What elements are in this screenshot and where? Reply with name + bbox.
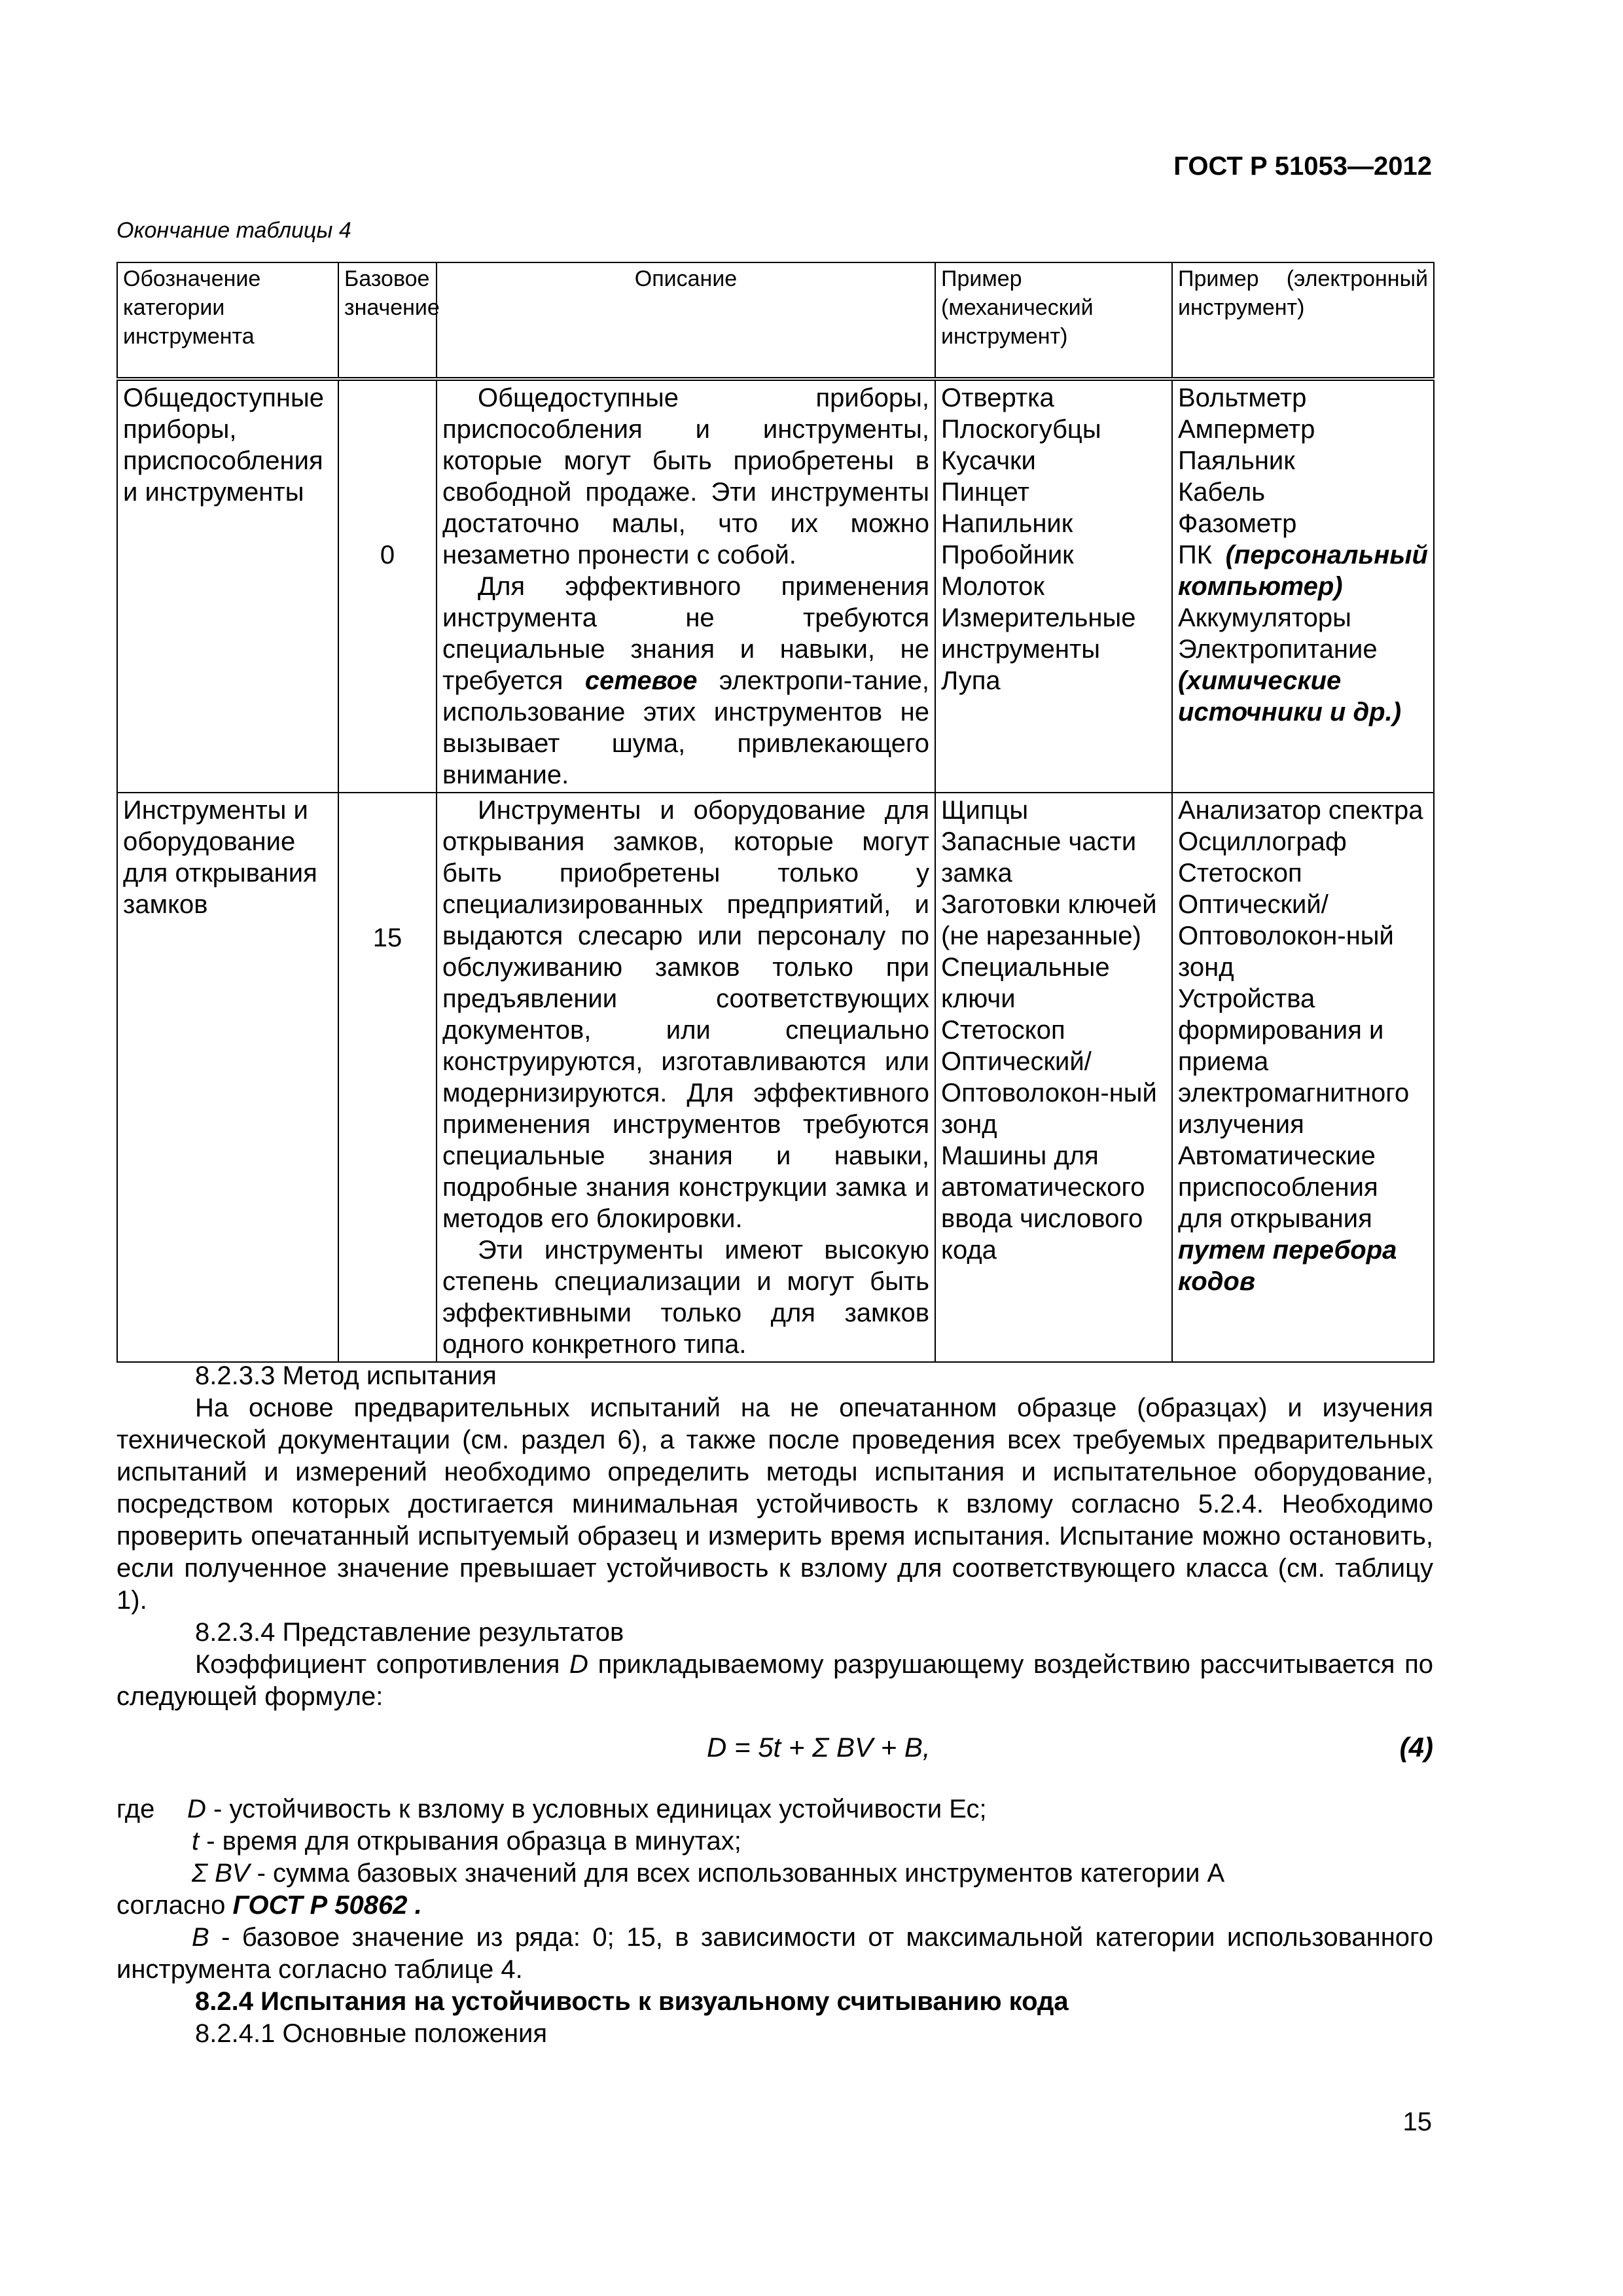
list-item: Щипцы xyxy=(941,796,1029,825)
list-item: Аккумуляторы xyxy=(1178,603,1351,632)
table-caption: Окончание таблицы 4 xyxy=(116,218,351,243)
page-number: 15 xyxy=(1402,2108,1432,2136)
list-item: Анализатор спектра xyxy=(1178,796,1423,825)
list-item: Заготовки ключей (не нарезанные) xyxy=(941,890,1157,950)
list-item: Паяльник xyxy=(1178,446,1295,475)
section-paragraph: На основе предварительных испытаний на не опечатанном образце (образцах) и изучения технической документации (см. раздел 6), а также после проведения всех требуемых предварительных испытаний и измерений необходимо определить методы испытания и испытательное оборудование, посредством которых достигается минимальная устойчивость к взлому согласно 5.2.4. Необходимо проверить опечатанный испытуемый образец и измерить время испытания. Испытание можно остановить, если полученное значение превышает устойчивость к взлому для соответствующего класса (см. таблицу 1). xyxy=(116,1393,1433,1615)
where-text: - время для открывания образца в минутах; xyxy=(199,1827,741,1856)
base-value-cell xyxy=(338,793,437,1362)
description-paragraph: Инструменты и оборудование для открывания замков, которые могут быть приобретены только у специализированных предприятий, и выдаются слесарю или персоналу по обслуживанию замков только при предъявлении соответствующих документов, или специально конструируются, изготавливаются или модернизируются. Для эффективного применения инструментов требуются специальные знания и навыки, подробные знания конструкции замка и методов его блокировки. xyxy=(442,796,929,1233)
where-block xyxy=(116,1793,1433,2050)
paragraph-text: Коэффициент сопротивления xyxy=(195,1650,570,1679)
description-paragraph: Эти инструменты имеют высокую степень специализации и могут быть эффективными только для замков одного конкретного типа. xyxy=(442,1236,929,1359)
table-row xyxy=(117,379,1434,793)
where-line xyxy=(116,1890,1433,1922)
category-cell: Общедоступные приборы, приспособления и инструменты xyxy=(117,379,338,793)
section-8233 xyxy=(116,1360,1433,1713)
table-row xyxy=(117,793,1434,1362)
variable: t xyxy=(192,1827,200,1856)
list-item: Специальные ключи xyxy=(941,953,1110,1013)
where-text: - устойчивость к взлому в условных единицах устойчивости Ес; xyxy=(205,1795,987,1823)
mech-example-cell xyxy=(935,379,1172,793)
category-cell: Инструменты и оборудование для открывания замков xyxy=(117,793,338,1362)
where-line xyxy=(116,1922,1433,1986)
variable: B xyxy=(192,1923,209,1952)
list-item: Электропитание xyxy=(1178,635,1378,664)
list-item: Запасные части замка xyxy=(941,827,1137,888)
description-paragraph xyxy=(442,571,929,791)
col-header-elec-example: Пример (электронный инструмент) xyxy=(1172,262,1434,379)
where-line xyxy=(116,1825,1433,1857)
list-item: Стетоскоп Оптический/ Оптоволокон-ный зонд xyxy=(941,1016,1157,1139)
list-item: Пробойник xyxy=(941,541,1074,569)
formula: D = 5t + Σ BV + B, xyxy=(707,1732,931,1763)
list-item: Кабель xyxy=(1178,478,1266,507)
col-header-mech-example: Пример (механический инструмент) xyxy=(935,262,1172,379)
description-paragraph: Общедоступные приборы, приспособления и инструменты, которые могут быть приобретены в свободной продаже. Эти инструменты достаточно малы, что их можно незаметно пронести с собой. xyxy=(442,384,929,569)
document-id: ГОСТ Р 51053—2012 xyxy=(1173,152,1432,181)
list-item-emphasis: (персональный компьютер) xyxy=(1178,541,1428,601)
list-item: Стетоскоп xyxy=(1178,859,1302,888)
variable: D xyxy=(569,1650,588,1679)
list-item: Напильник xyxy=(941,509,1073,538)
table-4 xyxy=(116,262,1435,1363)
list-item: Плоскогубцы xyxy=(941,415,1101,444)
where-text: согласно xyxy=(116,1891,233,1920)
formula-number: (4) xyxy=(1399,1732,1433,1763)
base-value: 15 xyxy=(372,924,402,952)
col-header-category: Обозначение категории инструмента xyxy=(117,262,338,379)
list-item: Измерительные инструменты xyxy=(941,603,1136,664)
where-line xyxy=(116,1857,1433,1890)
col-header-description: Описание xyxy=(437,262,935,379)
description-cell xyxy=(437,793,935,1362)
section-title: 8.2.3.4 Представление результатов xyxy=(195,1618,624,1647)
list-item: Пинцет xyxy=(941,478,1029,507)
list-item-text: ПК xyxy=(1178,541,1213,569)
variable: D xyxy=(187,1795,206,1823)
description-cell xyxy=(437,379,935,793)
list-item: Амперметр xyxy=(1178,415,1315,444)
description-text: электропи-тание, использование этих инструментов не вызывает шума, привлекающего внимание. xyxy=(442,666,929,789)
list-item: Отвертка xyxy=(941,384,1054,412)
list-item-emphasis: (химические источники и др.) xyxy=(1178,666,1402,726)
list-item xyxy=(1178,539,1428,602)
list-item: Автоматические приспособления для открывания xyxy=(1178,1141,1378,1233)
list-item: Машины для автоматического ввода числового кода xyxy=(941,1141,1145,1265)
list-item: Фазометр xyxy=(1178,509,1297,538)
list-item: Оптический/ Оптоволокон-ный зонд xyxy=(1178,890,1394,982)
section-paragraph xyxy=(116,1649,1433,1713)
base-value: 0 xyxy=(380,541,395,569)
section-title: 8.2.4.1 Основные положения xyxy=(195,2019,548,2048)
where-text: - базовое значение из ряда: 0; 15, в зависимости от максимальной категории использованного инструмента согласно таблице 4. xyxy=(116,1923,1433,1984)
variable: Σ BV xyxy=(192,1859,250,1888)
paragraph-text: прикладываемому разрушающему воздействию рассчитывается по следующей формуле: xyxy=(116,1650,1433,1711)
list-item: Лупа xyxy=(941,666,1001,695)
list-item-emphasis: путем перебора кодов xyxy=(1178,1236,1397,1296)
list-item: Кусачки xyxy=(941,446,1036,475)
col-header-base-value: Базовое значение xyxy=(338,262,437,379)
elec-example-cell xyxy=(1172,793,1434,1362)
section-title: 8.2.3.3 Метод испытания xyxy=(195,1361,497,1390)
elec-example-cell xyxy=(1172,379,1434,793)
where-line xyxy=(116,1793,1433,1825)
mech-example-cell xyxy=(935,793,1172,1362)
description-emphasis: сетевое xyxy=(584,666,698,695)
where-label: где xyxy=(116,1795,155,1823)
list-item: Осциллограф xyxy=(1178,827,1347,856)
list-item: Молоток xyxy=(941,572,1044,601)
list-item: Вольтметр xyxy=(1178,384,1307,412)
standard-reference: ГОСТ Р 50862 . xyxy=(232,1891,422,1920)
section-heading: 8.2.4 Испытания на устойчивость к визуальному считыванию кода xyxy=(195,1987,1069,2016)
list-item: Устройства формирования и приема электромагнитного излучения xyxy=(1178,984,1410,1139)
description-text: Для эффективного применения инструмента не требуются специальные знания и навыки, не требуется xyxy=(442,572,929,695)
base-value-cell xyxy=(338,379,437,793)
table-header-row xyxy=(117,262,1434,379)
where-text: - сумма базовых значений для всех использованных инструментов категории А xyxy=(249,1859,1225,1888)
